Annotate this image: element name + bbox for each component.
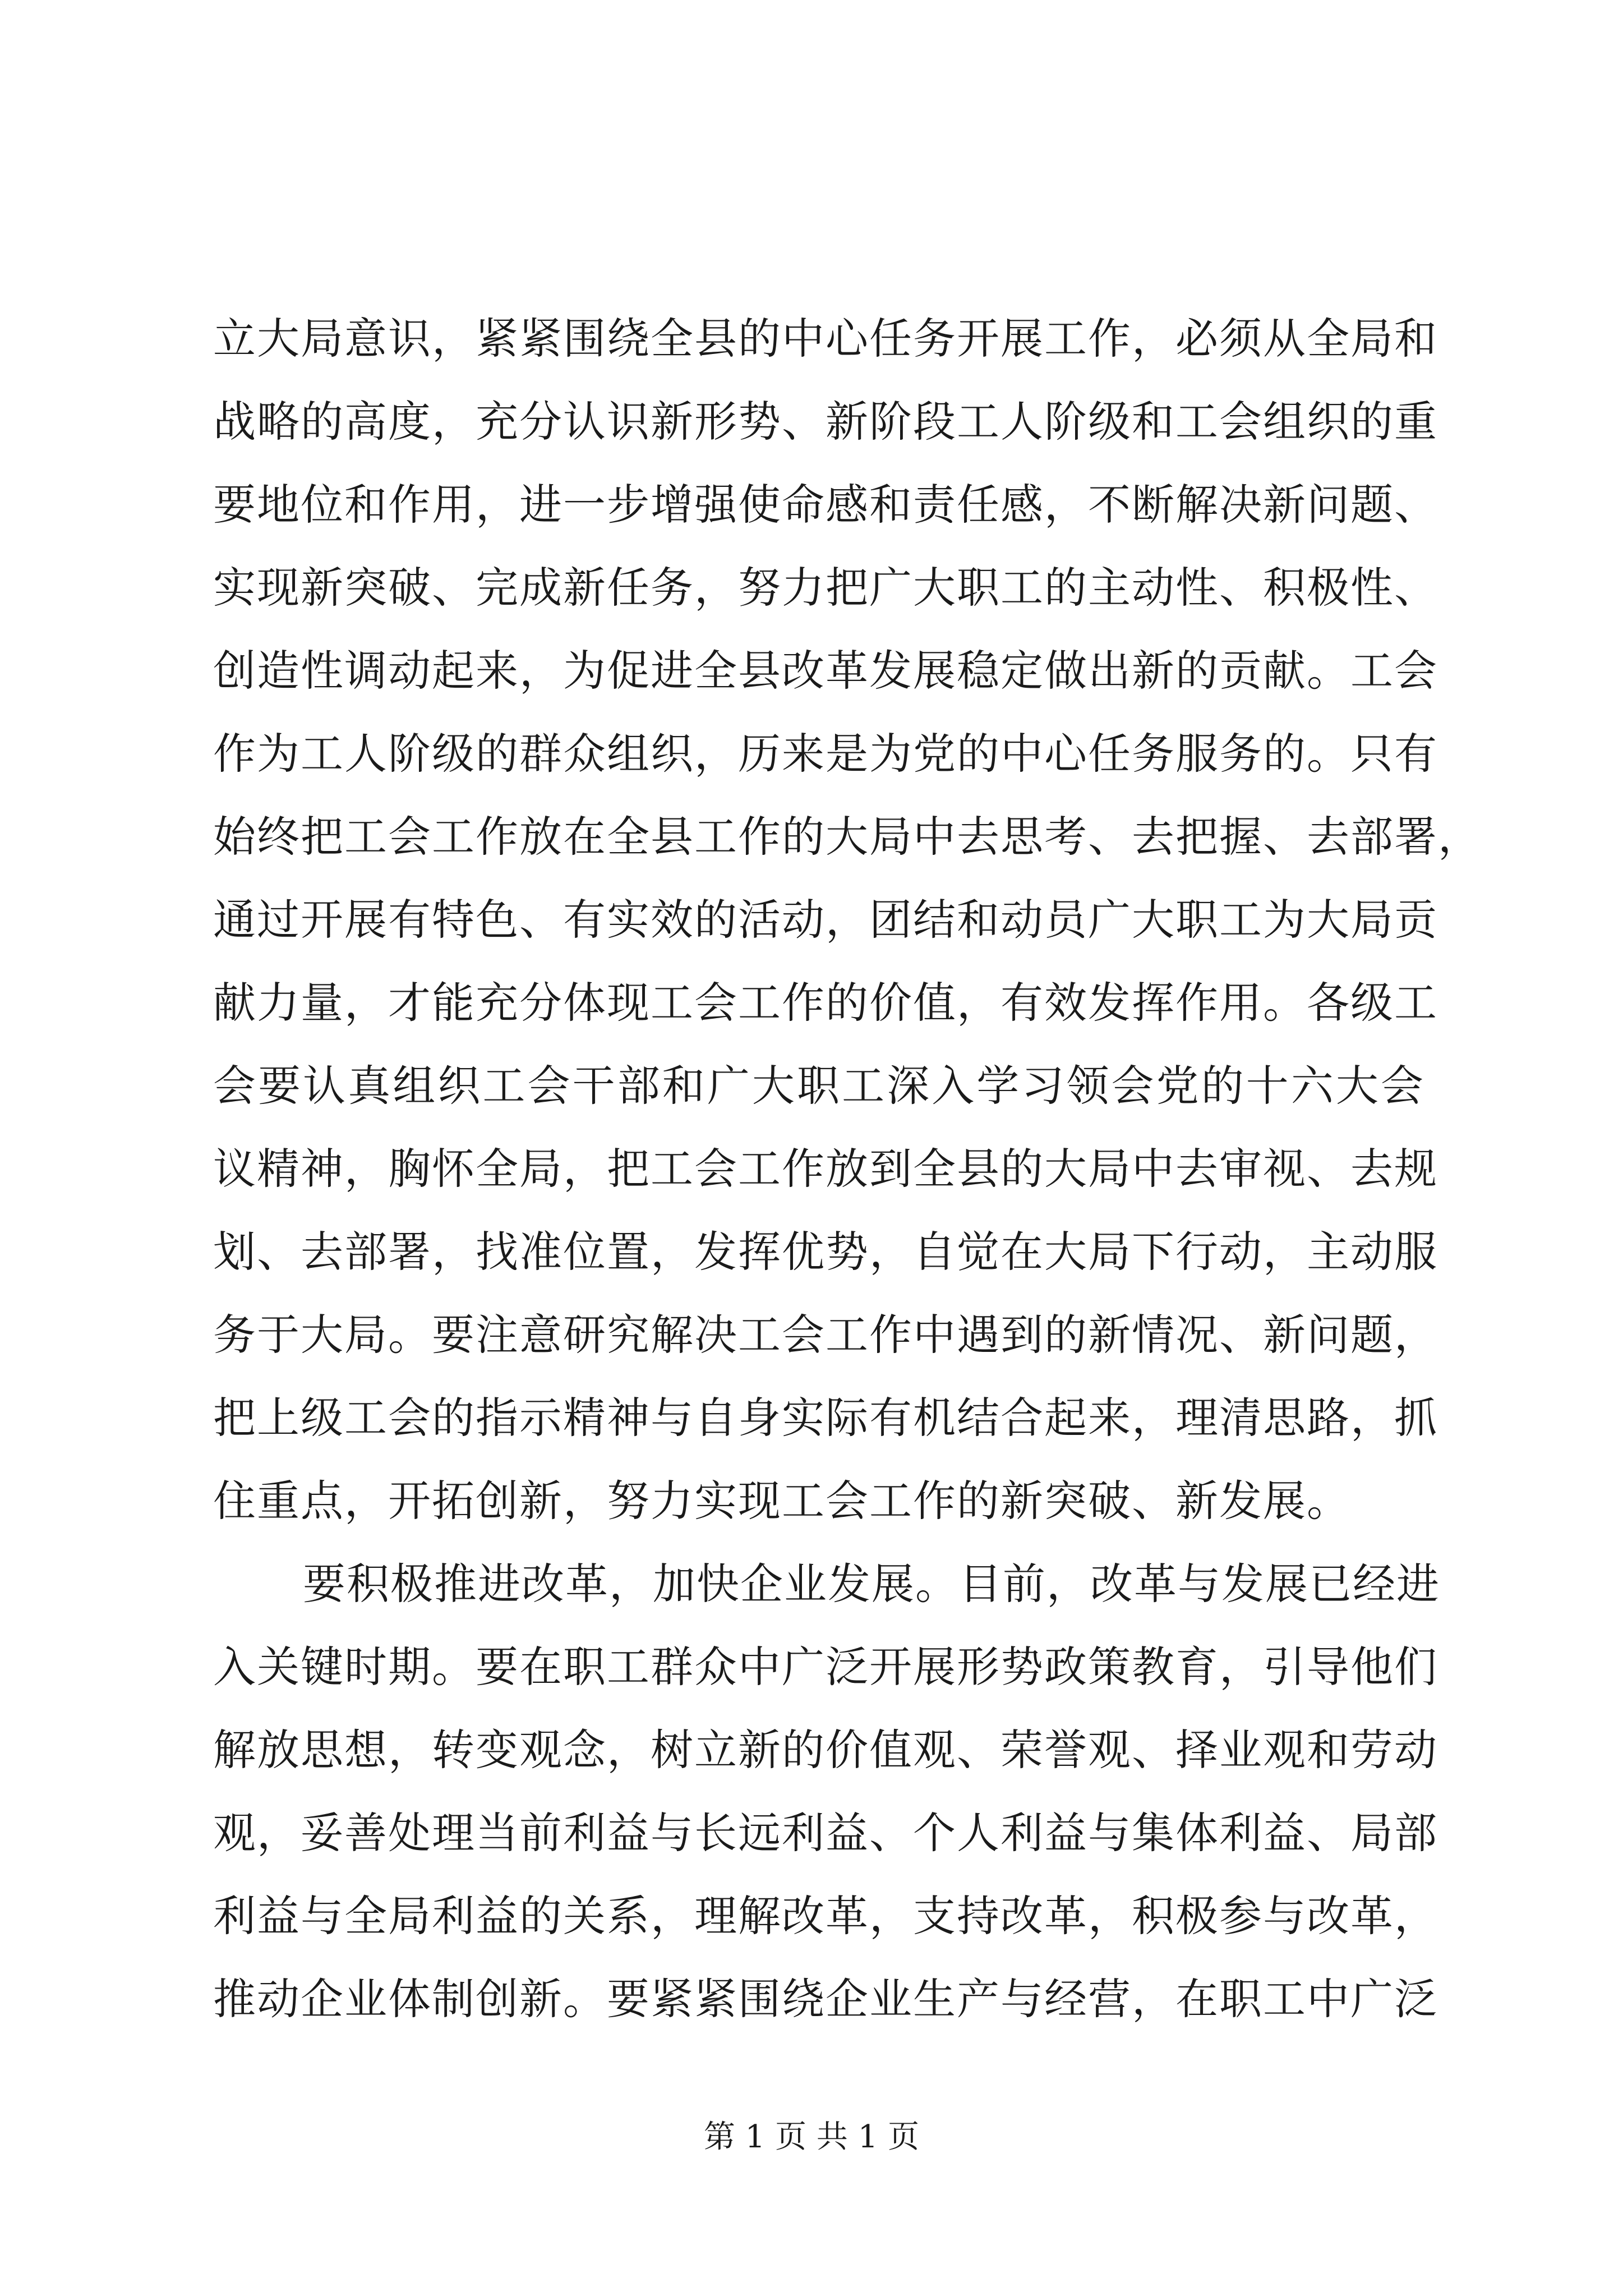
text-line: 要积极推进改革，加快企业发展。目前，改革与发展已经进 xyxy=(303,1559,1440,1609)
text-line: 战略的高度，充分认识新形势、新阶段工人阶级和工会组织的重 xyxy=(213,397,1438,447)
text-line: 议精神，胸怀全局，把工会工作放到全县的大局中去审视、去规 xyxy=(213,1144,1438,1194)
text-line: 献力量，才能充分体现工会工作的价值，有效发挥作用。各级工 xyxy=(213,978,1438,1028)
text-line: 创造性调动起来，为促进全县改革发展稳定做出新的贡献。工会 xyxy=(213,646,1438,696)
page-footer xyxy=(0,2118,1623,2157)
text-line: 实现新突破、完成新任务，努力把广大职工的主动性、积极性、 xyxy=(213,563,1438,613)
text-line: 会要认真组织工会干部和广大职工深入学习领会党的十六大会 xyxy=(213,1061,1424,1111)
text-line: 通过开展有特色、有实效的活动，团结和动员广大职工为大局贡 xyxy=(213,895,1438,945)
text-line: 要地位和作用，进一步增强使命感和责任感，不断解决新问题、 xyxy=(213,480,1438,530)
text-line: 推动企业体制创新。要紧紧围绕企业生产与经营，在职工中广泛 xyxy=(213,1974,1438,2024)
text-line: 始终把工会工作放在全县工作的大局中去思考、去把握、去部署， xyxy=(213,812,1482,862)
text-line: 入关键时期。要在职工群众中广泛开展形势政策教育，引导他们 xyxy=(213,1642,1438,1692)
text-line: 作为工人阶级的群众组织，历来是为党的中心任务服务的。只有 xyxy=(213,729,1438,779)
text-line: 解放思想，转变观念，树立新的价值观、荣誉观、择业观和劳动 xyxy=(213,1725,1438,1775)
text-line: 务于大局。要注意研究解决工会工作中遇到的新情况、新问题， xyxy=(213,1310,1438,1360)
body-text xyxy=(213,297,1482,2041)
text-line: 利益与全局利益的关系，理解改革，支持改革，积极参与改革， xyxy=(213,1891,1438,1941)
text-line: 划、去部署，找准位置，发挥优势，自觉在大局下行动，主动服 xyxy=(213,1227,1438,1277)
text-line: 把上级工会的指示精神与自身实际有机结合起来，理清思路，抓 xyxy=(213,1393,1438,1443)
text-line: 住重点，开拓创新，努力实现工会工作的新突破、新发展。 xyxy=(213,1476,1350,1526)
page-number: 第 1 页 共 1 页 xyxy=(703,2119,920,2155)
text-line: 立大局意识，紧紧围绕全县的中心任务开展工作，必须从全局和 xyxy=(213,314,1438,364)
text-line: 观，妥善处理当前利益与长远利益、个人利益与集体利益、局部 xyxy=(213,1808,1438,1858)
